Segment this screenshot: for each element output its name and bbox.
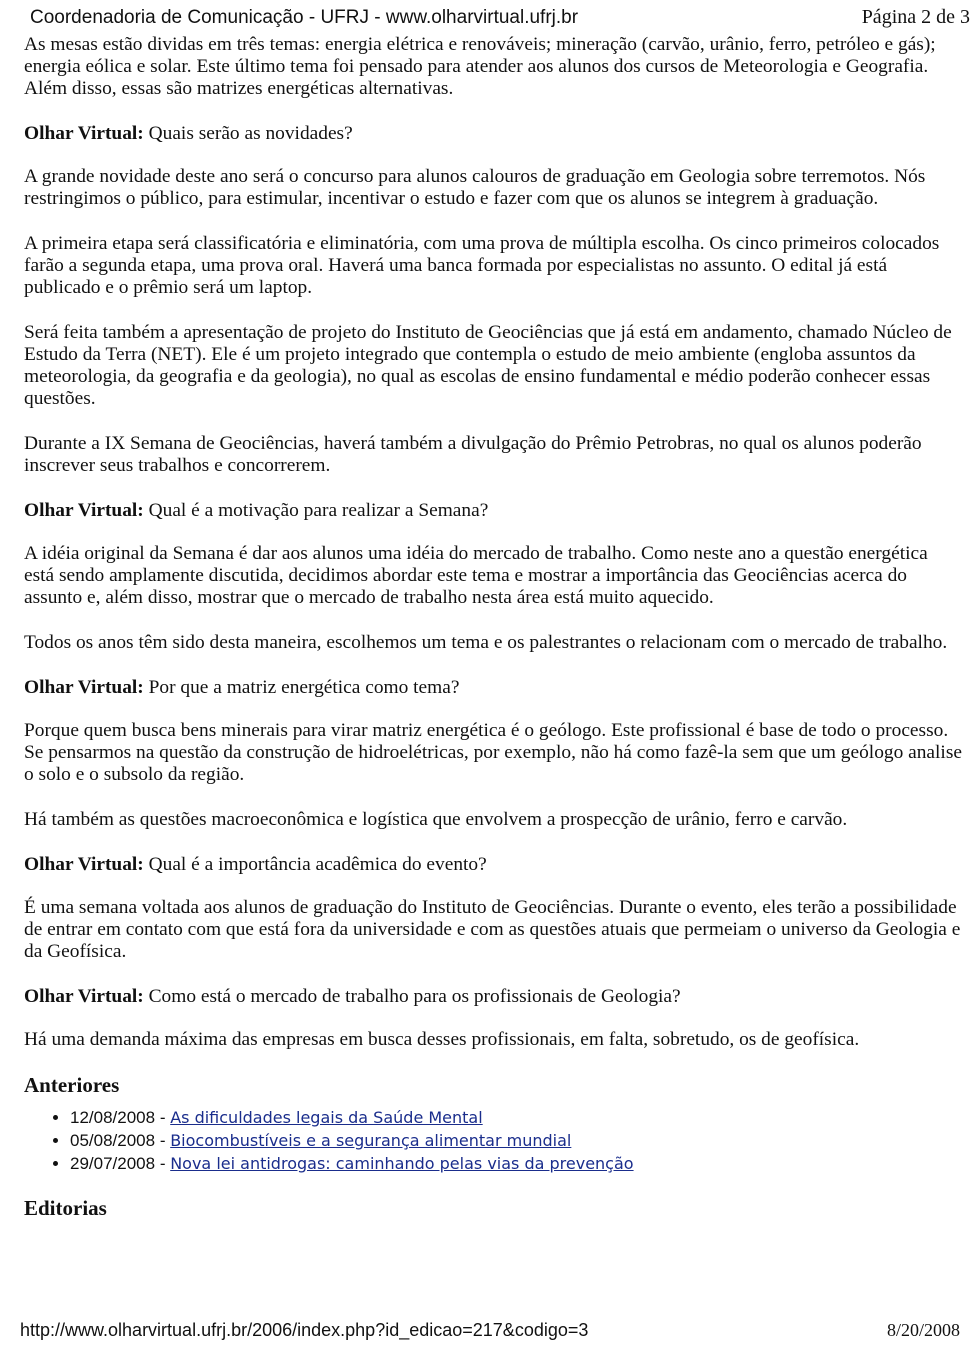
- interview-question: [24, 123, 962, 145]
- anteriores-date: 05/08/2008: [70, 1131, 156, 1150]
- anteriores-item: [70, 1129, 962, 1152]
- question-speaker: Olhar Virtual:: [24, 986, 144, 1007]
- anteriores-item: [70, 1152, 962, 1175]
- question-speaker: Olhar Virtual:: [24, 500, 144, 521]
- page-footer: [20, 1320, 960, 1341]
- anteriores-separator: -: [155, 1154, 171, 1173]
- answer-paragraph: A primeira etapa será classificatória e eliminatória, com uma prova de múltipla escolha. Os cinco primeiros colocados farão a segunda etapa, uma prova oral. Haverá uma banca formada por especialistas no assunto. O edital já está publicado e o prêmio será um laptop.: [24, 233, 940, 298]
- interview-question: [24, 677, 962, 699]
- site-title: Coordenadoria de Comunicação - UFRJ - www.olharvirtual.ufrj.br: [30, 7, 579, 28]
- answer-paragraph: A idéia original da Semana é dar aos alunos uma idéia do mercado de trabalho. Como neste ano a questão energética está sendo amplamente discutida, decidimos abordar este tema e mostrar a importância das Geociências acerca do assunto e, além disso, mostrar que o mercado de trabalho nesta área está muito aquecido.: [24, 543, 928, 608]
- question-speaker: Olhar Virtual:: [24, 854, 144, 875]
- question-text: Qual é a motivação para realizar a Semana?: [148, 500, 489, 521]
- answer-paragraph: Todos os anos têm sido desta maneira, escolhemos um tema e os palestrantes o relacionam com o mercado de trabalho.: [24, 632, 948, 653]
- answer-paragraph: Porque quem busca bens minerais para virar matriz energética é o geólogo. Este profissional é base de todo o processo. Se pensarmos na questão da construção de hidroelétricas, por exemplo, não há como fazê-la sem que um geólogo analise o solo e o subsolo da região.: [24, 720, 962, 785]
- answer-paragraph: Há uma demanda máxima das empresas em busca desses profissionais, em falta, sobretudo, os de geofísica.: [24, 1029, 860, 1050]
- interview-question: [24, 986, 962, 1008]
- article-body: [24, 34, 962, 1229]
- page-number: Página 2 de 3: [861, 6, 970, 28]
- anteriores-list: [24, 1106, 962, 1175]
- anteriores-link[interactable]: Nova lei antidrogas: caminhando pelas vias da prevenção: [170, 1154, 634, 1173]
- answer-paragraph: Há também as questões macroeconômica e logística que envolvem a prospecção de urânio, ferro e carvão.: [24, 809, 848, 830]
- anteriores-separator: -: [155, 1108, 171, 1127]
- interview-question: [24, 854, 962, 876]
- interview-question: [24, 500, 962, 522]
- anteriores-date: 12/08/2008: [70, 1108, 156, 1127]
- answer-paragraph: As mesas estão dividas em três temas: energia elétrica e renováveis; mineração (carvão, urânio, ferro, petróleo e gás); energia eólica e solar. Este último tema foi pensado para atender aos alunos dos cursos de Meteorologia e Geografia. Além disso, essas são matrizes energéticas alternativas.: [24, 34, 936, 99]
- question-text: Qual é a importância acadêmica do evento?: [148, 854, 487, 875]
- question-text: Por que a matriz energética como tema?: [148, 677, 460, 698]
- page-header: [30, 6, 970, 32]
- question-text: Como está o mercado de trabalho para os profissionais de Geologia?: [148, 986, 681, 1007]
- article-paragraphs: [24, 34, 962, 1051]
- footer-date: 8/20/2008: [886, 1320, 960, 1340]
- anteriores-separator: -: [155, 1131, 171, 1150]
- question-text: Quais serão as novidades?: [148, 123, 353, 144]
- answer-paragraph: Será feita também a apresentação de projeto do Instituto de Geociências que já está em andamento, chamado Núcleo de Estudo da Terra (NET). Ele é um projeto integrado que contempla o estudo de meio ambiente (engloba assuntos da meteorologia, da geografia e da geologia), no qual as escolas de ensino fundamental e médio poderão conhecer essas questões.: [24, 322, 952, 409]
- answer-paragraph: A grande novidade deste ano será o concurso para alunos calouros de graduação em Geologia sobre terremotos. Nós restringimos o público, para estimular, incentivar o estudo e fazer com que os alunos se integrem à graduação.: [24, 166, 926, 209]
- anteriores-link[interactable]: As dificuldades legais da Saúde Mental: [170, 1108, 483, 1127]
- answer-paragraph: Durante a IX Semana de Geociências, haverá também a divulgação do Prêmio Petrobras, no qual os alunos poderão inscrever seus trabalhos e concorrerem.: [24, 433, 922, 476]
- anteriores-item: [70, 1106, 962, 1129]
- question-speaker: Olhar Virtual:: [24, 123, 144, 144]
- anteriores-link[interactable]: Biocombustíveis e a segurança alimentar mundial: [170, 1131, 572, 1150]
- anteriores-date: 29/07/2008: [70, 1154, 156, 1173]
- question-speaker: Olhar Virtual:: [24, 677, 144, 698]
- anteriores-heading: Anteriores: [24, 1073, 120, 1097]
- answer-paragraph: É uma semana voltada aos alunos de graduação do Instituto de Geociências. Durante o evento, eles terão a possibilidade de entrar em contato com que está fora da universidade e com as questões atuais que permeiam o universo da Geologia e da Geofísica.: [24, 897, 961, 962]
- editorias-heading: Editorias: [24, 1196, 107, 1220]
- footer-url: http://www.olharvirtual.ufrj.br/2006/index.php?id_edicao=217&codigo=3: [20, 1320, 589, 1340]
